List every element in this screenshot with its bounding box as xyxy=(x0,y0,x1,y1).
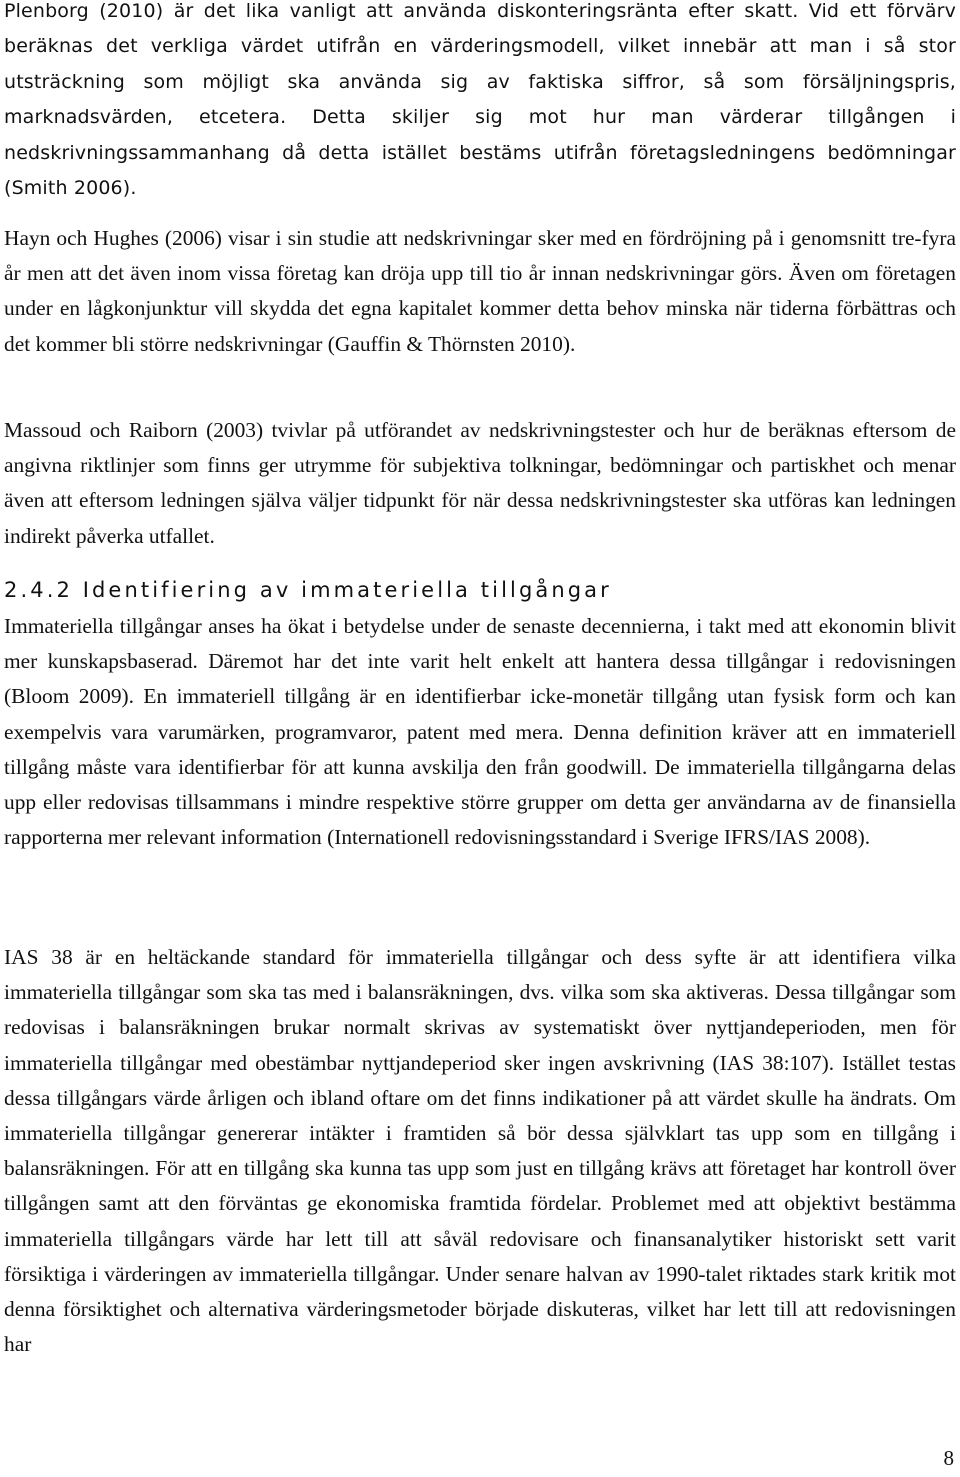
page-number: 8 xyxy=(943,1446,954,1470)
section-heading: 2.4.2 Identifiering av immateriella tillgångar xyxy=(4,578,612,602)
paragraph-intangible-assets: Immateriella tillgångar anses ha ökat i betydelse under de senaste decennierna, i takt med att ekonomin blivit mer kunskapsbaserad. Däremot har det inte varit helt enkelt att hantera dessa tillgångar i redovisningen (Bloom 2009). En immateriell tillgång är en identifierbar icke-monetär tillgång utan fysisk form och kan exempelvis vara varumärken, programvaror, patent med mera. Denna definition kräver att en immateriell tillgång måste vara identifierbar för att kunna avskilja den från goodwill. De immateriella tillgångarna delas upp eller redovisas tillsammans i mindre respektive större grupper om detta ger användarna av de finansiella rapporterna mer relevant information (Internationell redovisningsstandard i Sverige IFRS/IAS 2008). xyxy=(4,614,956,850)
paragraph-ias-38: IAS 38 är en heltäckande standard för immateriella tillgångar och dess syfte är att identifiera vilka immateriella tillgångar som ska tas med i balansräkningen, dvs. vilka som ska aktiveras. Dessa tillgångar som redovisas i balansräkningen brukar normalt skrivas av systematiskt över nyttjandeperioden, men för immateriella tillgångar med obestämbar nyttjandeperiod sker ingen avskrivning (IAS 38:107). Istället testas dessa tillgångars värde årligen och ibland oftare om det finns indikationer på att värdet skulle ha ändrats. Om immateriella tillgångar genererar intäkter i framtiden så bör dessa självklart tas upp som en tillgång i balansräkningen. För att en tillgång ska kunna tas upp som just en tillgång krävs att företaget har kontroll över tillgången samt att den förväntas ge ekonomiska framtida fördelar. Problemet med att objektivt bestämma immateriella tillgångars värde har lett till att såväl redovisare och finansanalytiker historiskt sett varit försiktiga i värderingen av immateriella tillgångar. Under senare halvan av 1990-talet riktades stark kritik mot denna försiktighet och alternativa värderingsmetoder började diskuteras, vilket har lett till att redovisningen har xyxy=(4,945,956,1357)
paragraph-valuation: Plenborg (2010) är det lika vanligt att använda diskonteringsränta efter skatt. Vid ett förvärv beräknas det verkliga värdet utifrån en värderingsmodell, vilket innebär att man i så stor utsträckning som möjligt ska använda sig av faktiska siffror, så som försäljningspris, marknadsvärden, etcetera. Detta skiljer sig mot hur man värderar tillgången i nedskrivningssammanhang då detta istället bestäms utifrån företagsledningens bedömningar (Smith 2006). xyxy=(4,0,956,200)
paragraph-impairment-tests: Massoud och Raiborn (2003) tvivlar på utförandet av nedskrivningstester och hur de beräknas eftersom de angivna riktlinjer som finns ger utrymme för subjektiva tolkningar, bedömningar och partiskhet och menar även att eftersom ledningen själva väljer tidpunkt för när dessa nedskrivningstester ska utföras kan ledningen indirekt påverka utfallet. xyxy=(4,418,956,548)
paragraph-impairment-delay: Hayn och Hughes (2006) visar i sin studie att nedskrivningar sker med en fördröjning på i genomsnitt tre-fyra år men att det även inom vissa företag kan dröja upp till tio år innan nedskrivningar görs. Även om företagen under en lågkonjunktur vill skydda det egna kapitalet kommer detta behov minska när tiderna förbättras och det kommer bli större nedskrivningar (Gauffin & Thörnsten 2010). xyxy=(4,226,956,356)
